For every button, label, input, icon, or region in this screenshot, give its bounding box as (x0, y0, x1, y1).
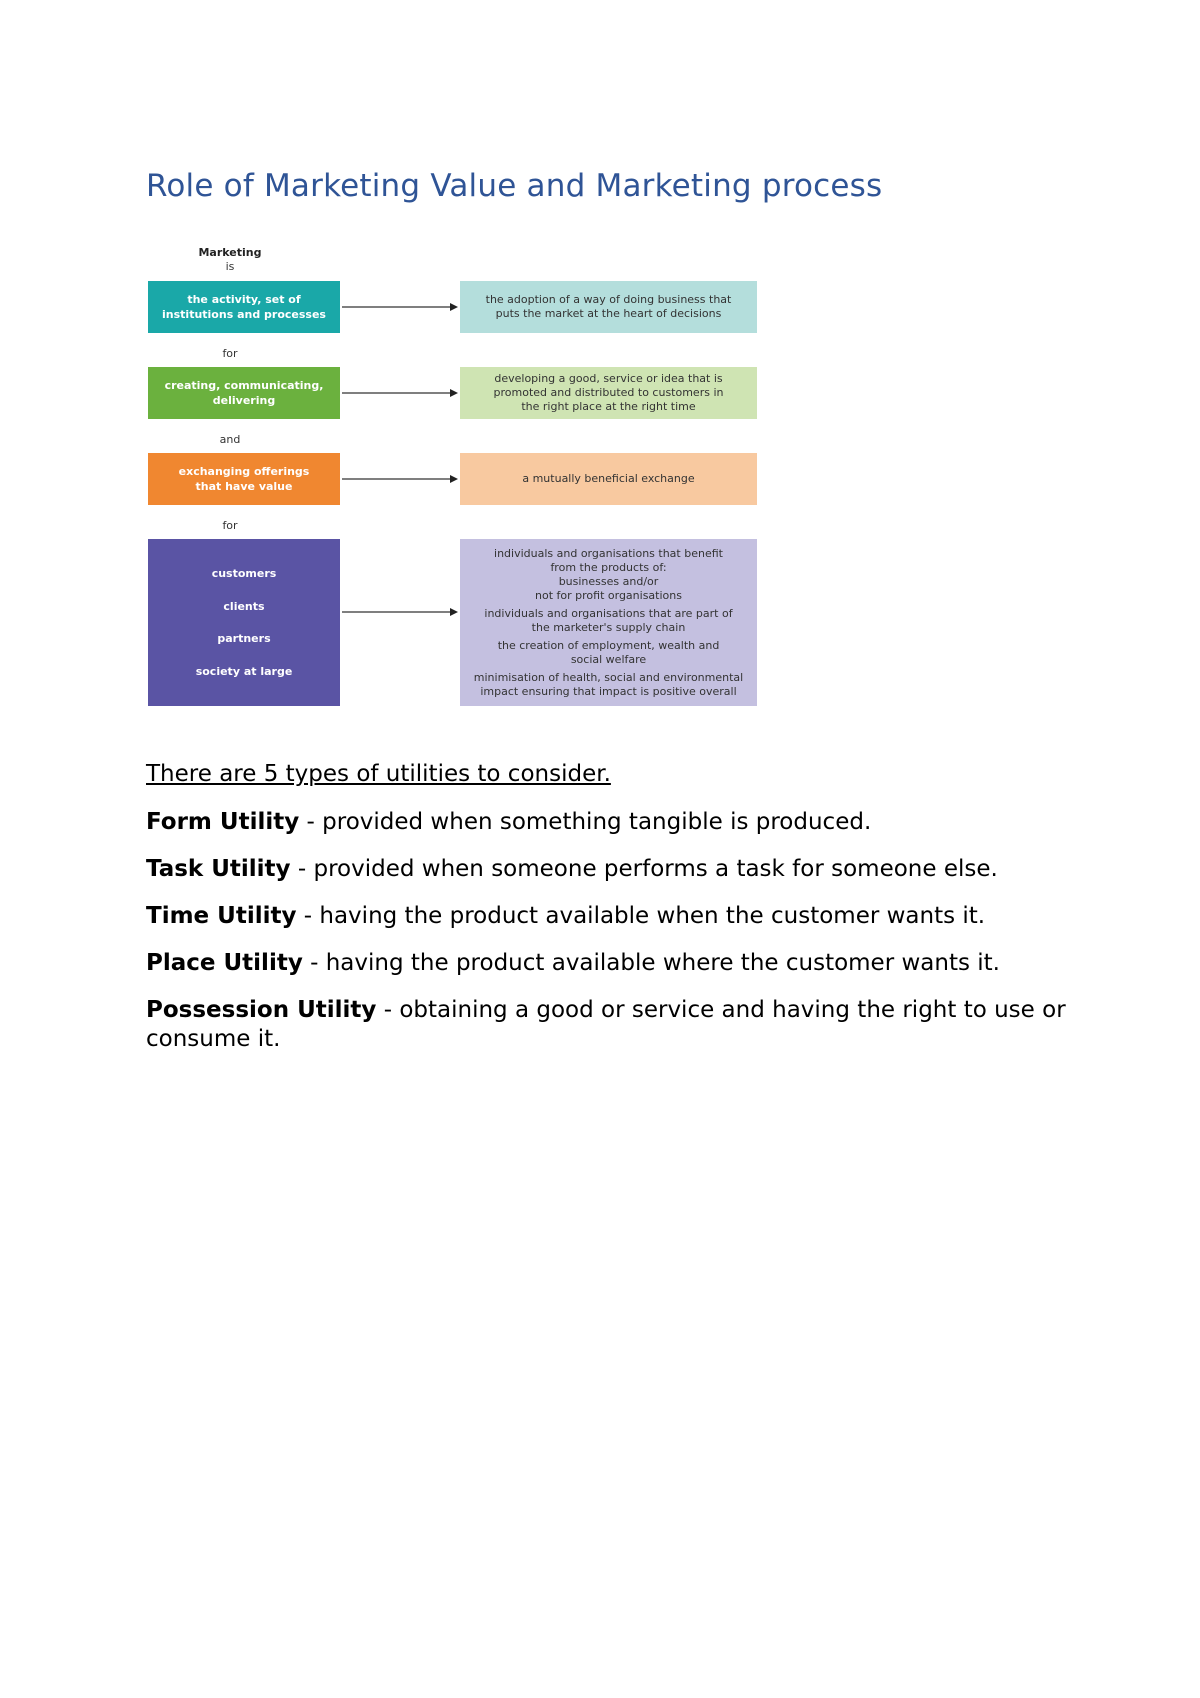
definition-exchanging-line-2: that have value (195, 480, 293, 493)
explanation-adoption-line-2: puts the market at the heart of decisions (495, 307, 722, 320)
beneficiaries-group-impact (474, 671, 743, 699)
audience-clients: clients (223, 599, 265, 613)
utility-task (146, 855, 1066, 884)
definition-creating-line-2: delivering (212, 394, 276, 407)
connector-for: for (222, 347, 238, 360)
explanation-developing-line-1: developing a good, service or idea that is (494, 372, 723, 385)
utility-form (146, 808, 1066, 837)
beneficiaries-line: not for profit organisations (535, 588, 682, 602)
utility-name: Possession Utility (146, 997, 377, 1023)
beneficiaries-line: impact ensuring that impact is positive overall (480, 684, 737, 698)
connector-and: and (219, 433, 241, 446)
page-title: Role of Marketing Value and Marketing process (146, 168, 883, 204)
utility-name: Task Utility (146, 856, 291, 882)
definition-activity-line-2: institutions and processes (162, 308, 326, 321)
explanation-developing-box (460, 367, 757, 419)
arrow-right-icon (342, 302, 458, 312)
beneficiaries-group-employment (498, 639, 720, 667)
explanation-exchange-box (460, 453, 757, 505)
arrow-right-icon (342, 388, 458, 398)
audience-society: society at large (195, 664, 293, 678)
connector-is: is (225, 260, 235, 273)
beneficiaries-line: minimisation of health, social and environmental (473, 670, 744, 684)
beneficiaries-group-supply-chain (484, 607, 732, 635)
utility-name: Time Utility (146, 903, 297, 929)
beneficiaries-line: businesses and/or (558, 574, 659, 588)
beneficiaries-line: social welfare (570, 652, 647, 666)
beneficiaries-line: individuals and organisations that benefit (494, 546, 723, 560)
definition-activity-line-1: the activity, set of (187, 293, 301, 306)
utility-possession (146, 996, 1066, 1054)
definition-exchanging-line-1: exchanging offerings (178, 465, 310, 478)
utility-place (146, 949, 1066, 978)
beneficiaries-line: the creation of employment, wealth and (497, 638, 720, 652)
diagram-heading: Marketing (198, 246, 262, 259)
utility-description: - provided when something tangible is produced. (299, 809, 872, 835)
audience-partners: partners (217, 632, 271, 646)
utility-time (146, 902, 1066, 931)
utility-description: - having the product available when the customer wants it. (296, 903, 986, 929)
definition-exchanging-box (148, 453, 340, 505)
arrow-right-icon (342, 474, 458, 484)
connector-for-2: for (222, 519, 238, 532)
definition-activity-box (148, 281, 340, 333)
beneficiaries-line: individuals and organisations that are part of (484, 606, 733, 620)
utility-description: - provided when someone performs a task for someone else. (290, 856, 998, 882)
explanation-adoption-line-1: the adoption of a way of doing business that (485, 293, 732, 306)
arrow-right-icon (342, 607, 458, 617)
marketing-diagram (140, 240, 760, 710)
beneficiaries-group-products (494, 547, 723, 603)
beneficiaries-box (460, 539, 757, 706)
beneficiaries-line: the marketer's supply chain (531, 620, 686, 634)
audience-box (148, 539, 340, 706)
utility-description: - having the product available where the customer wants it. (302, 950, 1000, 976)
utility-name: Form Utility (146, 809, 300, 835)
audience-customers: customers (211, 567, 277, 581)
explanation-exchange-line-1: a mutually beneficial exchange (522, 472, 695, 485)
beneficiaries-line: from the products of: (550, 560, 667, 574)
explanation-developing-line-3: the right place at the right time (521, 400, 696, 413)
utility-description: - obtaining a good or service and having the right to use or consume it. (146, 997, 1066, 1052)
utility-list (146, 808, 1066, 1054)
definition-creating-line-1: creating, communicating, (164, 379, 324, 392)
explanation-adoption-box (460, 281, 757, 333)
definition-creating-box (148, 367, 340, 419)
utility-name: Place Utility (146, 950, 303, 976)
utilities-intro: There are 5 types of utilities to consider. (146, 761, 611, 787)
explanation-developing-line-2: promoted and distributed to customers in (493, 386, 724, 399)
